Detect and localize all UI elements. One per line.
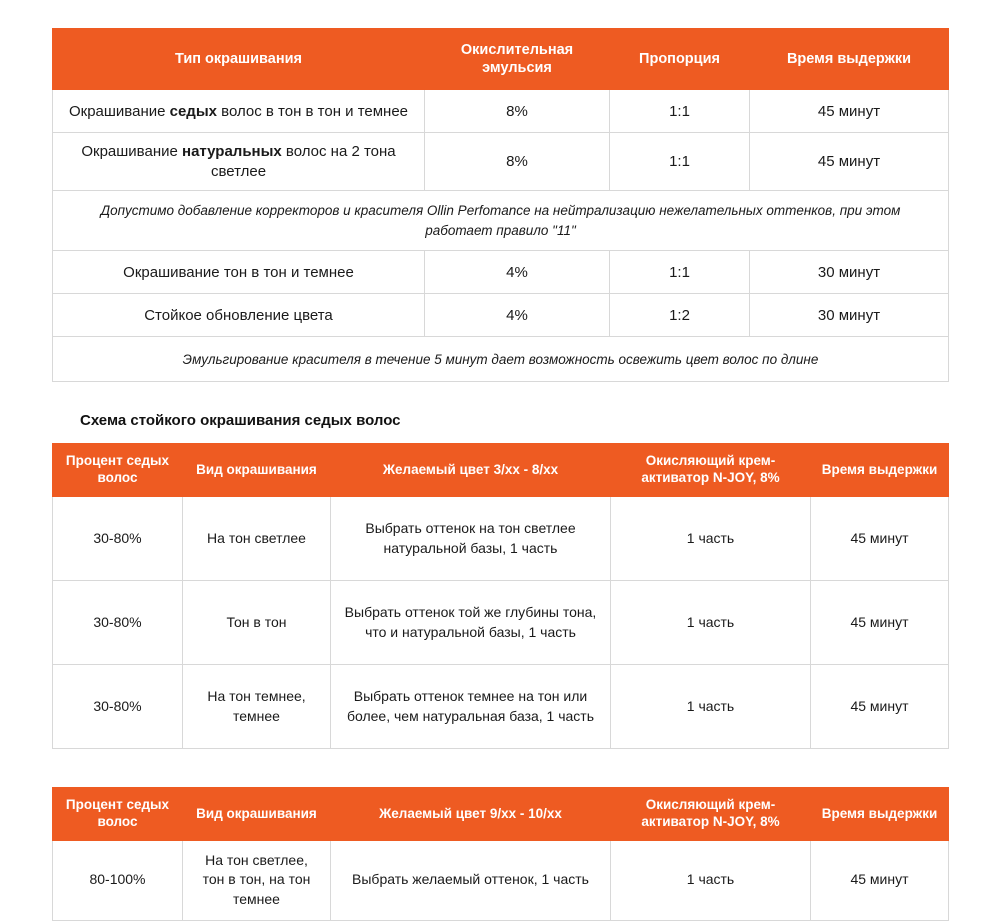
table1-cell: 8% xyxy=(425,90,610,133)
table-row xyxy=(53,581,949,665)
table3-header-cell-1: Вид окрашивания xyxy=(183,788,331,841)
table2-cell: Тон в тон xyxy=(183,581,331,665)
table2-cell: Выбрать оттенок темнее на тон или более, чем натуральная база, 1 часть xyxy=(331,665,611,749)
table-row xyxy=(53,90,949,133)
table3-cell: Выбрать желаемый оттенок, 1 часть xyxy=(331,840,611,920)
table3-body xyxy=(53,840,949,920)
table2-cell: 30-80% xyxy=(53,581,183,665)
table1-cell: Окрашивание седых волос в тон в тон и темнее xyxy=(53,90,425,133)
table1-header-cell-2: Пропорция xyxy=(610,29,750,90)
table2-header-cell-3: Окисляющий крем-активатор N-JOY, 8% xyxy=(611,444,811,497)
table2-cell: 45 минут xyxy=(811,665,949,749)
table1-cell: Стойкое обновление цвета xyxy=(53,294,425,337)
table3-cell: На тон светлее, тон в тон, на тон темнее xyxy=(183,840,331,920)
table1-cell: Окрашивание натуральных волос на 2 тона светлее xyxy=(53,133,425,191)
table3-cell: 1 часть xyxy=(611,840,811,920)
table1-cell: 1:2 xyxy=(610,294,750,337)
table1-cell: Окрашивание тон в тон и темнее xyxy=(53,251,425,294)
table2-cell: 1 часть xyxy=(611,665,811,749)
table-note-row xyxy=(53,337,949,382)
table-row xyxy=(53,294,949,337)
table-gap-spacer xyxy=(52,749,948,787)
table1-cell: 45 минут xyxy=(750,133,949,191)
table1-header-cell-0: Тип окрашивания xyxy=(53,29,425,90)
table1-cell: 1:1 xyxy=(610,90,750,133)
table1-note: Эмульгирование красителя в течение 5 минут дает возможность освежить цвет волос по длине xyxy=(53,337,949,382)
coloring-types-table xyxy=(52,28,949,382)
page-title: Схема стойкого окрашивания седых волос xyxy=(80,412,401,430)
table2-header-cell-0: Процент седых волос xyxy=(53,444,183,497)
table1-cell: 30 минут xyxy=(750,251,949,294)
table2-header-cell-1: Вид окрашивания xyxy=(183,444,331,497)
table1-note: Допустимо добавление корректоров и красителя Ollin Perfomance на нейтрализацию нежелательных оттенков, при этом работает правило "11" xyxy=(53,191,949,251)
table2-header-cell-2: Желаемый цвет 3/хх - 8/хх xyxy=(331,444,611,497)
table3-cell: 45 минут xyxy=(811,840,949,920)
table1-cell: 45 минут xyxy=(750,90,949,133)
table1-header-cell-1: Окислительная эмульсия xyxy=(425,29,610,90)
table-row xyxy=(53,497,949,581)
table-header-row xyxy=(53,444,949,497)
table1-cell: 4% xyxy=(425,294,610,337)
table2-header-cell-4: Время выдержки xyxy=(811,444,949,497)
table1-header-cell-3: Время выдержки xyxy=(750,29,949,90)
table2-cell: 1 часть xyxy=(611,581,811,665)
table1-cell: 1:1 xyxy=(610,133,750,191)
table-row xyxy=(53,251,949,294)
table1-cell: 30 минут xyxy=(750,294,949,337)
table2-body xyxy=(53,497,949,749)
table3-cell: 80-100% xyxy=(53,840,183,920)
table1-header xyxy=(53,29,949,90)
gray-hair-coloring-table-80-100 xyxy=(52,787,949,921)
table-row xyxy=(53,133,949,191)
table1-cell: 1:1 xyxy=(610,251,750,294)
table2-cell: Выбрать оттенок той же глубины тона, что и натуральной базы, 1 часть xyxy=(331,581,611,665)
table3-header-cell-3: Окисляющий крем-активатор N-JOY, 8% xyxy=(611,788,811,841)
table2-cell: 30-80% xyxy=(53,497,183,581)
table-note-row xyxy=(53,191,949,251)
table3-header-cell-2: Желаемый цвет 9/хх - 10/хх xyxy=(331,788,611,841)
table2-cell: Выбрать оттенок на тон светлее натуральной базы, 1 часть xyxy=(331,497,611,581)
table-header-row xyxy=(53,788,949,841)
table1-cell: 4% xyxy=(425,251,610,294)
table3-header-cell-4: Время выдержки xyxy=(811,788,949,841)
table1-cell: 8% xyxy=(425,133,610,191)
table2-cell: 1 часть xyxy=(611,497,811,581)
table-row xyxy=(53,665,949,749)
table1-body xyxy=(53,90,949,382)
table2-header xyxy=(53,444,949,497)
table2-cell: На тон темнее, темнее xyxy=(183,665,331,749)
gray-hair-coloring-table-30-80 xyxy=(52,443,949,749)
table-row xyxy=(53,840,949,920)
table2-cell: 30-80% xyxy=(53,665,183,749)
table3-header xyxy=(53,788,949,841)
table2-cell: 45 минут xyxy=(811,497,949,581)
table3-header-cell-0: Процент седых волос xyxy=(53,788,183,841)
table-header-row xyxy=(53,29,949,90)
table2-cell: 45 минут xyxy=(811,581,949,665)
table2-cell: На тон светлее xyxy=(183,497,331,581)
